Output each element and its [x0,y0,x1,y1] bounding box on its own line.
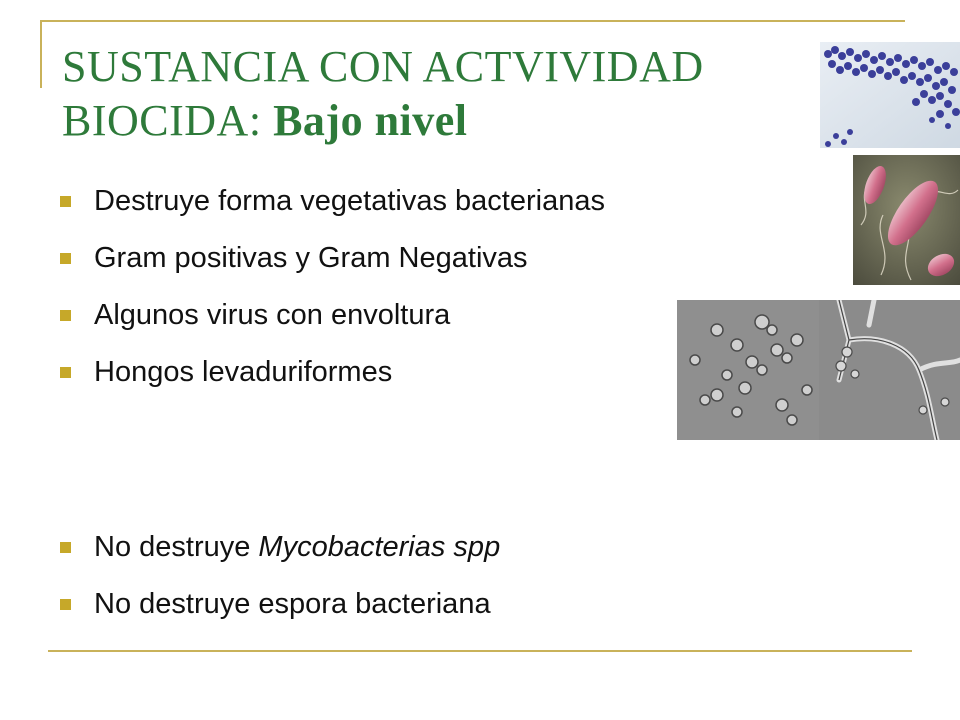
yeast-micrograph-svg [677,300,819,440]
cocci-micrograph-image [820,42,960,148]
yeast-micrograph-image [677,300,819,440]
bullet-marker [60,253,71,264]
bottom-rule [48,650,912,652]
bullet-marker [60,367,71,378]
bullet-marker [60,196,71,207]
left-rule [40,20,42,88]
title-line-2-bold: Bajo nivel [273,96,468,145]
bullet-text-italic: Mycobacterias spp [258,531,501,563]
bacteria-illustration-image [853,155,960,285]
top-rule [41,20,905,22]
bullet-text: Destruye forma vegetativas bacterianas [94,185,605,217]
bullet-marker [60,542,71,553]
bacteria-illustration-svg [853,155,960,285]
bullet-text: No destruye espora bacteriana [94,588,491,620]
bullet-text: Algunos virus con envoltura [94,299,451,331]
bullet-text-prefix: No destruye [94,531,259,563]
bullet-marker [60,599,71,610]
slide-title [62,40,822,148]
hyphae-micrograph-svg [819,300,960,440]
bullet-text: Gram positivas y Gram Negativas [94,242,528,274]
bullet-text: Hongos levaduriformes [94,356,393,388]
bullet-text [94,530,500,564]
title-line-1: SUSTANCIA CON ACTVIVIDAD [62,42,704,91]
bullet-marker [60,310,71,321]
title-line-2-regular: BIOCIDA: [62,96,274,145]
hyphae-micrograph-image [819,300,960,440]
cocci-micrograph-svg [820,42,960,148]
